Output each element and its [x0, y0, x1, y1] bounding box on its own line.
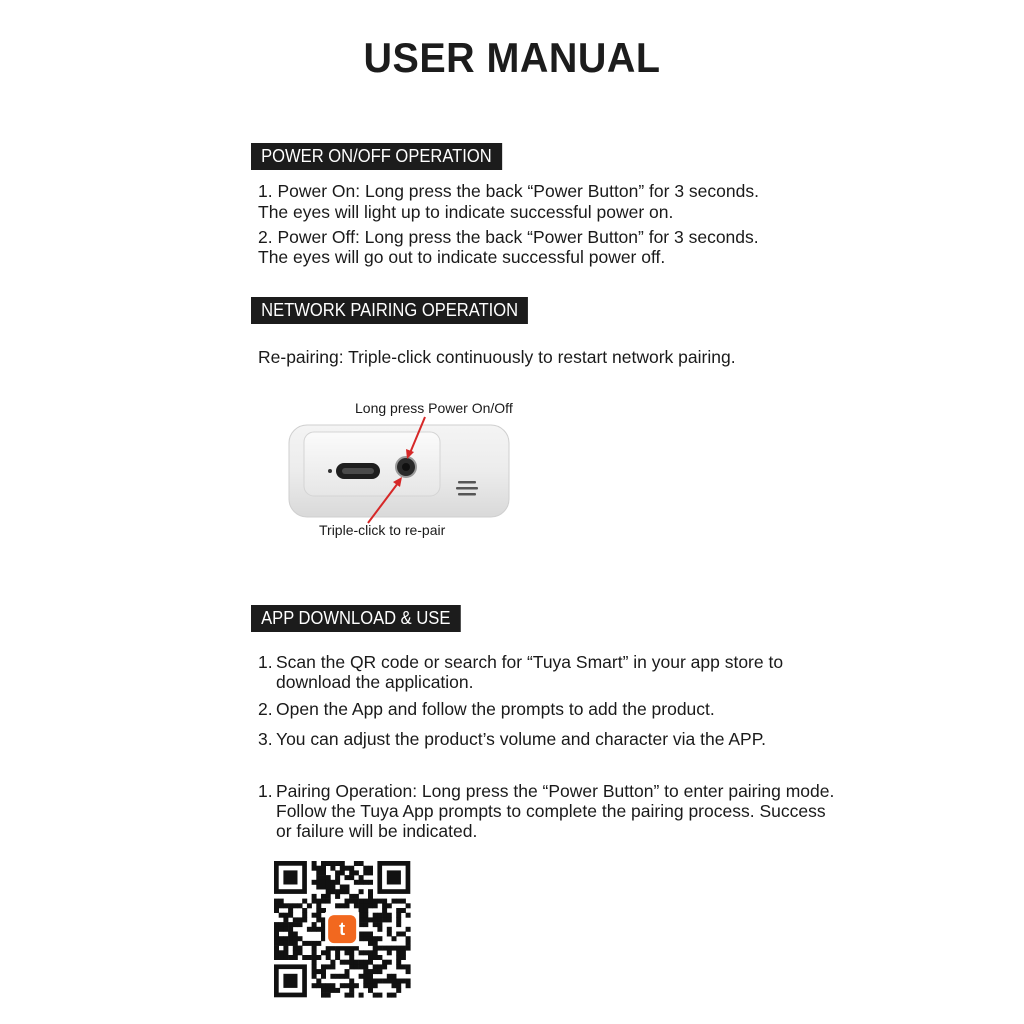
power-on-line2: The eyes will light up to indicate successful power on.	[258, 202, 674, 222]
app-step-3	[258, 729, 766, 749]
callout-triple-click: Triple-click to re-pair	[319, 522, 446, 538]
power-on-line1: 1. Power On: Long press the back “Power Button” for 3 seconds.	[258, 181, 759, 201]
section-heading-app: APP DOWNLOAD & USE	[251, 605, 461, 632]
step-line: Scan the QR code or search for “Tuya Smart” in your app store to	[276, 652, 784, 672]
pairing-operation	[258, 781, 834, 841]
callout-long-press: Long press Power On/Off	[355, 400, 513, 416]
page-title: USER MANUAL	[363, 34, 661, 81]
step-line: Pairing Operation: Long press the “Power Button” to enter pairing mode.	[276, 781, 835, 801]
step-number: 2.	[258, 699, 273, 719]
app-step-2	[258, 699, 715, 719]
device-illustration	[280, 395, 520, 545]
step-line: Follow the Tuya App prompts to complete the pairing process. Success	[276, 801, 826, 821]
step-number: 3.	[258, 729, 273, 749]
step-line: or failure will be indicated.	[276, 821, 478, 841]
qr-code[interactable]	[270, 858, 416, 1000]
power-off-line1: 2. Power Off: Long press the back “Power Button” for 3 seconds.	[258, 227, 759, 247]
section-heading-power: POWER ON/OFF OPERATION	[251, 143, 502, 170]
repairing-text: Re-pairing: Triple-click continuously to restart network pairing.	[258, 347, 736, 367]
step-line: You can adjust the product’s volume and character via the APP.	[276, 729, 766, 749]
step-number: 1.	[258, 781, 273, 801]
section-heading-network: NETWORK PAIRING OPERATION	[251, 297, 528, 324]
qr-code-image	[270, 858, 416, 1000]
tuya-logo-letter: t	[339, 919, 346, 940]
step-line: download the application.	[276, 672, 474, 692]
power-off-line2: The eyes will go out to indicate successful power off.	[258, 247, 666, 267]
step-line: Open the App and follow the prompts to add the product.	[276, 699, 715, 719]
step-number: 1.	[258, 652, 273, 672]
app-step-1	[258, 652, 783, 692]
